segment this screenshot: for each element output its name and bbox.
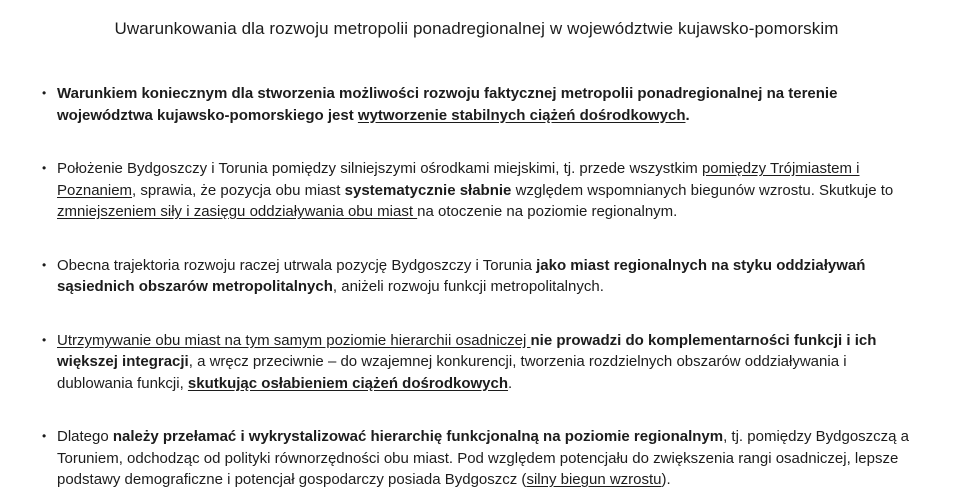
bullet-item [42, 158, 926, 223]
text-segment: systematycznie słabnie [344, 181, 512, 199]
bullet-text [57, 255, 926, 298]
bullet-item [42, 330, 926, 395]
text-segment: pomiędzy Trójmiastem i Poznaniem [57, 160, 860, 199]
text-segment: Warunkiem koniecznym dla stworzenia możliwości rozwoju faktycznej metropolii ponadregionalnej na terenie województwa kujawsko-pomorskiego jest [57, 85, 838, 124]
bullet-marker: • [42, 257, 47, 272]
bullet-item [42, 255, 926, 298]
bullet-marker: • [42, 161, 47, 175]
bullet-text [57, 426, 926, 491]
text-segment: na otoczenie na poziomie regionalnym. [417, 203, 678, 220]
text-segment: Dlatego [57, 428, 113, 445]
text-segment: nie prowadzi do komplementarności funkcji i ich większej integracji [57, 331, 877, 370]
text-segment: wytworzenie stabilnych ciążeń dośrodkowych [357, 106, 686, 124]
bullet-item [42, 83, 926, 126]
text-segment: Utrzymywanie obu miast na tym samym poziomie hierarchii osadniczej [57, 331, 531, 349]
text-segment: należy przełamać i wykrystalizować hierarchię funkcjonalną na poziomie regionalnym [112, 428, 724, 445]
text-segment: , tj. pomiędzy Bydgoszczą a Toruniem, odchodząc od polityki równorzędności obu miast. Pod względem potencjału do zwiększenia rangi osadniczej, lepsze podstawy demograficzne i potencjał gospodarczy posiada Bydgoszcz ( [57, 428, 910, 488]
text-segment: , aniżeli rozwoju funkcji metropolitalnych. [332, 278, 604, 295]
text-segment: ). [661, 471, 671, 488]
text-segment: , sprawia, że pozycja obu miast [132, 181, 345, 199]
text-segment: skutkując osłabieniem ciążeń dośrodkowych [187, 374, 509, 392]
text-segment: Położenie Bydgoszczy i Torunia pomiędzy silniejszymi ośrodkami miejskimi, tj. przede wszystkim [57, 160, 702, 177]
slide-title: Uwarunkowania dla rozwoju metropolii ponadregionalnej w województwie kujawsko-pomorskim [114, 19, 839, 38]
bullet-marker: • [42, 429, 47, 443]
text-segment: Obecna trajektoria rozwoju raczej utrwala pozycję Bydgoszczy i Torunia [57, 256, 537, 274]
text-segment: zmniejszeniem siły i zasięgu oddziaływania obu miast [57, 203, 418, 220]
text-segment: . [508, 374, 513, 392]
bullet-list [42, 83, 926, 491]
bullet-text [57, 83, 926, 126]
text-segment: silny biegun wzrostu [526, 471, 662, 488]
bullet-marker: • [42, 86, 47, 100]
bullet-item [42, 426, 926, 491]
text-segment: jako miast regionalnych na styku oddziaływań sąsiednich obszarów metropolitalnych [57, 256, 866, 295]
text-segment: . [685, 106, 690, 124]
bullet-text [57, 330, 926, 395]
text-segment: względem wspomnianych biegunów wzrostu. Skutkuje to [511, 181, 894, 199]
bullet-text [57, 158, 926, 223]
bullet-marker: • [42, 332, 47, 347]
text-segment: , a wręcz przeciwnie – do wzajemnej konkurencji, tworzenia rozdzielnych obszarów oddziaływania i dublowania funkcji, [57, 353, 847, 392]
